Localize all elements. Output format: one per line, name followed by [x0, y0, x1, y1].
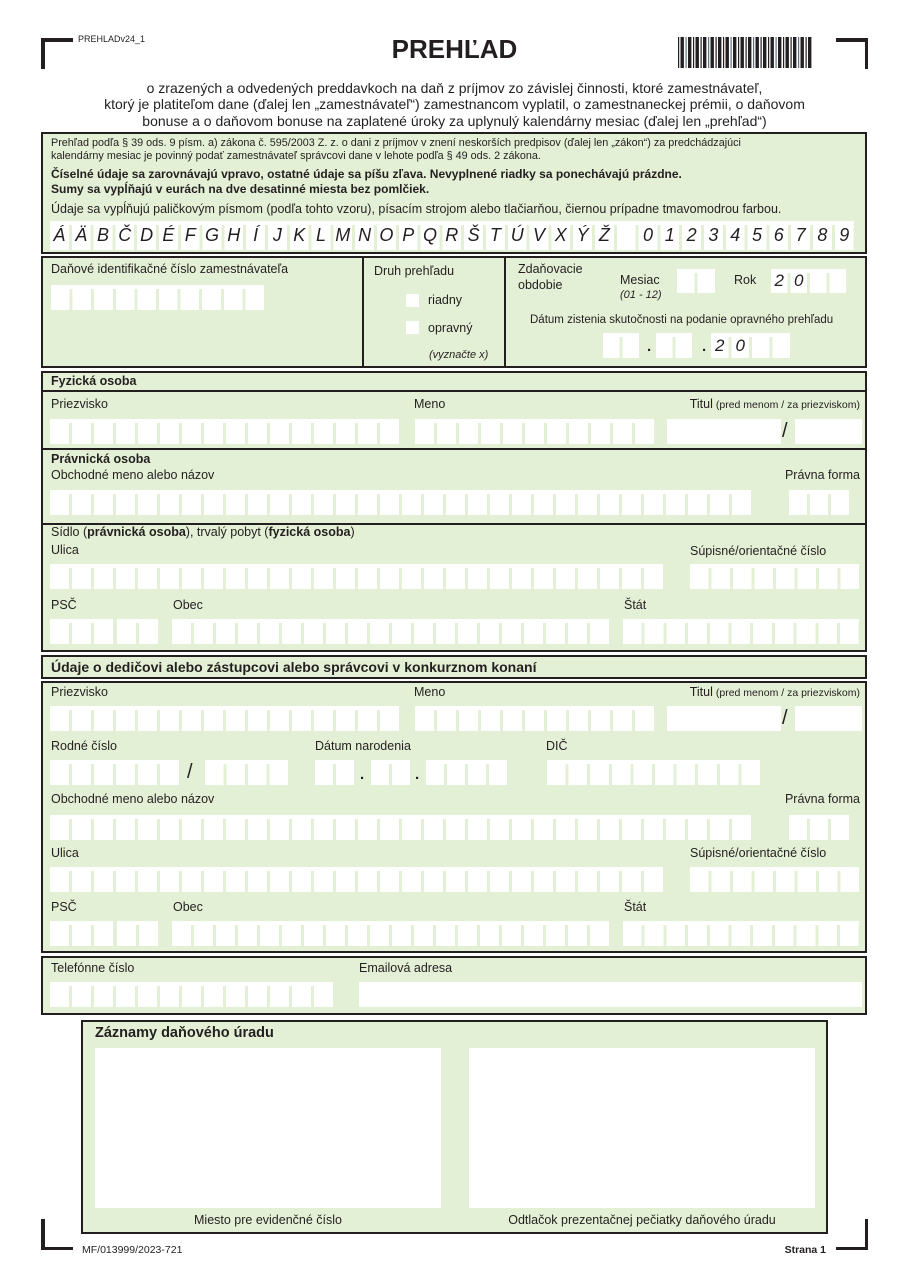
title-before-field[interactable] — [667, 419, 781, 444]
sample-char: T — [489, 225, 501, 245]
correction-day-field[interactable] — [603, 333, 639, 358]
sample-char: Š — [467, 225, 480, 245]
country-field[interactable] — [623, 619, 859, 644]
document-number: MF/013999/2023-721 — [82, 1244, 183, 1256]
barcode-bar — [738, 37, 739, 68]
zip-field-part1[interactable] — [50, 619, 113, 644]
subtitle-line: bonuse a o daňovom bonuse na zaplatené úroky za uplynulý kalendárny mesiac (ďalej len „prehľad“) — [142, 113, 767, 129]
rep-title-label — [690, 684, 860, 700]
legal-basis-line: Prehľad podľa § 39 ods. 9 písm. a) zákona č. 595/2003 Z. z. o dani z príjmov v znení neskorších predpisov (ďalej len „zákon“) za predchádzajúci — [51, 137, 741, 149]
subtitle-line: o zrazených a odvedených preddavkoch na daň z príjmov zo závislej činnosti, ktoré zamestnávateľ, — [146, 80, 763, 96]
business-name-field[interactable] — [50, 490, 751, 515]
rep-title-after-field[interactable] — [795, 706, 862, 731]
representative-heading: Údaje o dedičovi alebo zástupcovi alebo správcovi v konkurznom konaní — [51, 659, 537, 675]
tax-office-box — [81, 1020, 828, 1234]
barcode-bar — [801, 37, 804, 68]
stamp-caption: Odtlačok prezentačnej pečiatky daňového úradu — [508, 1213, 776, 1227]
instructions-box — [41, 132, 867, 254]
correction-date-label: Dátum zistenia skutočnosti na podanie opravného prehľadu — [530, 314, 834, 326]
correction-year-field[interactable] — [711, 333, 790, 358]
checkbox-opravny-label: opravný — [428, 321, 473, 335]
tax-office-heading: Záznamy daňového úradu — [95, 1025, 274, 1041]
barcode — [678, 37, 812, 68]
sample-char: D — [140, 225, 154, 245]
checkbox-opravny[interactable] — [406, 321, 419, 334]
barcode-bar — [681, 37, 684, 68]
year-prefill-digit: 2 — [774, 271, 784, 290]
corner-bar — [41, 1247, 73, 1251]
rep-legal-form-field[interactable] — [789, 815, 849, 840]
birth-date-separator: . — [360, 766, 365, 783]
rep-title-label-text: Titul — [689, 685, 713, 699]
sample-char: O — [379, 225, 394, 245]
birth-number-field-part1[interactable] — [50, 760, 179, 785]
phone-label: Telefónne číslo — [51, 961, 135, 975]
sample-char: N — [358, 225, 372, 245]
month-label: Mesiac — [620, 273, 660, 287]
corner-bar — [41, 1219, 45, 1250]
barcode-bar — [798, 37, 799, 68]
rep-country-field[interactable] — [623, 921, 859, 946]
sample-char: K — [293, 225, 306, 245]
rep-zip-field-part1[interactable] — [50, 921, 113, 946]
sample-char: G — [204, 225, 219, 245]
title-label-text: Titul — [689, 397, 713, 411]
sample-char: X — [554, 225, 567, 245]
surname-field[interactable] — [50, 419, 399, 444]
address-heading-part: fyzická osoba — [268, 525, 351, 539]
sample-char: L — [315, 225, 326, 245]
divider — [43, 390, 865, 392]
checkbox-riadny[interactable] — [406, 294, 419, 307]
phone-field[interactable] — [50, 982, 333, 1007]
sample-char: B — [96, 225, 109, 245]
rep-zip-field-part2[interactable] — [117, 921, 158, 946]
legal-form-field[interactable] — [789, 490, 849, 515]
sample-char: 7 — [795, 225, 806, 245]
rep-business-name-label: Obchodné meno alebo názov — [51, 792, 215, 806]
barcode-bar — [771, 37, 774, 68]
email-field[interactable] — [359, 982, 862, 1007]
barcode-bar — [778, 37, 781, 68]
sample-char: 2 — [686, 225, 697, 245]
rep-dic-label: DIČ — [546, 739, 568, 753]
city-label: Obec — [173, 598, 203, 612]
barcode-bar — [793, 37, 796, 68]
taxpayer-box — [41, 371, 867, 652]
barcode-bar — [703, 37, 706, 68]
barcode-bar — [791, 37, 792, 68]
birth-date-separator: . — [415, 766, 420, 783]
rep-house-number-label: Súpisné/orientačné číslo — [690, 846, 827, 860]
registration-number-caption: Miesto pre evidenčné číslo — [194, 1213, 342, 1227]
title-after-field[interactable] — [795, 419, 862, 444]
barcode-bar — [731, 37, 732, 68]
business-name-label: Obchodné meno alebo názov — [51, 468, 215, 482]
barcode-bar — [761, 37, 762, 68]
title-hint: (pred menom / za priezviskom) — [715, 399, 860, 411]
address-heading — [51, 524, 355, 540]
employer-box — [41, 256, 867, 368]
barcode-bar — [711, 37, 714, 68]
sample-char: Í — [253, 225, 259, 245]
year-field[interactable] — [771, 269, 846, 293]
barcode-bar — [806, 37, 807, 68]
sample-char: 8 — [817, 225, 828, 245]
title-separator: / — [782, 420, 788, 442]
barcode-bar — [741, 37, 744, 68]
rep-city-field[interactable] — [172, 921, 609, 946]
rep-business-name-field[interactable] — [50, 815, 751, 840]
house-number-label: Súpisné/orientačné číslo — [690, 544, 827, 558]
barcode-bar — [696, 37, 699, 68]
sample-char: M — [335, 225, 351, 245]
date-separator: . — [647, 338, 652, 355]
barcode-bar — [776, 37, 777, 68]
barcode-bar — [756, 37, 759, 68]
barcode-bar — [748, 37, 751, 68]
employer-dic-field[interactable] — [51, 285, 264, 310]
address-heading-part: ), trvalý pobyt ( — [185, 525, 269, 539]
barcode-bar — [693, 37, 694, 68]
sample-char: 5 — [751, 225, 762, 245]
tax-period-label: Zdaňovacie obdobie — [518, 262, 583, 292]
instruction-bold-line: Sumy sa vypĺňajú v eurách na dve desatinné miesta bez pomlčiek. — [51, 182, 430, 196]
zip-label: PSČ — [51, 598, 77, 612]
rep-name-field[interactable] — [415, 706, 654, 731]
employer-dic-label: Daňové identifikačné číslo zamestnávateľa — [51, 262, 289, 276]
correction-year-prefill-digit: 0 — [735, 336, 745, 355]
birth-day-field[interactable] — [315, 760, 354, 785]
checkbox-riadny-label: riadny — [428, 293, 463, 307]
sample-characters — [50, 221, 854, 250]
rep-title-separator: / — [782, 707, 788, 729]
street-field[interactable] — [50, 564, 663, 589]
divider — [504, 258, 506, 366]
legal-form-label: Právna forma — [784, 468, 860, 482]
house-number-field[interactable] — [690, 564, 859, 589]
barcode-bar — [746, 37, 747, 68]
birth-month-field[interactable] — [371, 760, 410, 785]
rep-street-field[interactable] — [50, 867, 663, 892]
name-label: Meno — [414, 397, 446, 411]
correction-year-prefill-digit: 2 — [715, 336, 725, 355]
contact-box — [41, 956, 867, 1015]
address-heading-part: právnická osoba — [87, 525, 186, 539]
sample-char: 1 — [664, 225, 675, 245]
barcode-bar — [733, 37, 736, 68]
birth-year-field[interactable] — [426, 760, 507, 785]
rep-zip-label: PSČ — [51, 900, 77, 914]
report-type-hint: (vyznačte x) — [429, 349, 489, 361]
barcode-bar — [808, 37, 811, 68]
birth-number-label: Rodné číslo — [51, 739, 118, 753]
sample-char: Á — [53, 225, 66, 245]
birth-number-field-part2[interactable] — [205, 760, 288, 785]
sample-char: F — [184, 225, 196, 245]
month-hint: (01 - 12) — [620, 289, 662, 301]
rep-city-label: Obec — [173, 900, 203, 914]
barcode-bar — [726, 37, 729, 68]
rep-street-label: Ulica — [51, 846, 79, 860]
correction-month-field[interactable] — [656, 333, 692, 358]
sample-char: Ä — [75, 225, 88, 245]
sample-char: P — [402, 225, 415, 245]
zip-field-part2[interactable] — [117, 619, 158, 644]
street-label: Ulica — [51, 543, 79, 557]
address-heading-part: ) — [350, 525, 355, 539]
sample-char: J — [272, 225, 282, 245]
barcode-bar — [678, 37, 679, 68]
date-separator: . — [702, 338, 707, 355]
barcode-bar — [686, 37, 687, 68]
rep-dic-field[interactable] — [547, 760, 760, 785]
sample-char: Ž — [598, 225, 610, 245]
rep-title-before-field[interactable] — [667, 706, 781, 731]
barcode-bar — [718, 37, 721, 68]
title-label — [690, 396, 860, 412]
city-field[interactable] — [172, 619, 609, 644]
sample-char: 9 — [839, 225, 850, 245]
barcode-bar — [783, 37, 784, 68]
address-heading-part: Sídlo ( — [51, 525, 88, 539]
year-label: Rok — [734, 273, 757, 287]
legal-person-heading: Právnická osoba — [51, 452, 151, 466]
year-prefill-digit: 0 — [794, 271, 804, 290]
barcode-bar — [768, 37, 769, 68]
rep-surname-field[interactable] — [50, 706, 399, 731]
sample-char: 3 — [708, 225, 719, 245]
representative-heading-box — [41, 655, 867, 679]
sample-char: 0 — [642, 225, 653, 245]
registration-number-area — [95, 1048, 441, 1208]
barcode-bar — [688, 37, 691, 68]
stamp-area — [469, 1048, 815, 1208]
rep-title-hint: (pred menom / za priezviskom) — [715, 687, 860, 699]
rep-surname-label: Priezvisko — [51, 685, 108, 699]
corner-bar — [865, 1219, 869, 1250]
name-field[interactable] — [415, 419, 654, 444]
sample-char: Ý — [576, 225, 589, 245]
representative-box — [41, 681, 867, 953]
barcode-bar — [723, 37, 724, 68]
page-number: Strana 1 — [784, 1244, 826, 1256]
page-title: PREHĽAD — [391, 34, 518, 64]
email-label: Emailová adresa — [359, 961, 453, 975]
sample-char: É — [162, 225, 175, 245]
month-field[interactable] — [677, 269, 715, 293]
report-type-label: Druh prehľadu — [374, 264, 455, 278]
barcode-bar — [763, 37, 766, 68]
divider — [362, 258, 364, 366]
barcode-bar — [786, 37, 789, 68]
sample-char: 4 — [730, 225, 741, 245]
legal-basis-line: kalendárny mesiac je povinný podať zamestnávateľ správcovi dane v lehote podľa § 49 ods. 2 zákona. — [51, 150, 541, 162]
divider — [43, 448, 865, 450]
rep-name-label: Meno — [414, 685, 446, 699]
sample-char: H — [227, 225, 241, 245]
instruction-bold-line: Číselné údaje sa zarovnávajú vpravo, ostatné údaje sa píšu zľava. Nevyplnené riadky sa ponechávajú prázdne. — [51, 167, 682, 181]
sample-char: R — [445, 225, 459, 245]
barcode-bar — [753, 37, 754, 68]
country-label: Štát — [624, 598, 647, 612]
rep-house-number-field[interactable] — [690, 867, 859, 892]
sample-char: Ú — [510, 225, 524, 245]
barcode-bar — [708, 37, 709, 68]
corner-bar — [836, 1247, 868, 1251]
sample-char: Č — [118, 225, 132, 245]
natural-person-heading: Fyzická osoba — [51, 374, 137, 388]
rep-legal-form-label: Právna forma — [784, 792, 860, 806]
subtitle-line: ktorý je platiteľom dane (ďalej len „zamestnávateľ“) zamestnancom vyplatil, o zamestnaneckej prémii, o daňovom — [104, 96, 805, 112]
birth-date-label: Dátum narodenia — [315, 739, 411, 753]
sample-char: 6 — [773, 225, 784, 245]
sample-char: Q — [422, 225, 437, 245]
surname-label: Priezvisko — [51, 397, 108, 411]
barcode-bar — [701, 37, 702, 68]
rep-country-label: Štát — [624, 900, 647, 914]
birth-number-separator: / — [187, 761, 193, 783]
form-code: PREHLADv24_1 — [78, 34, 146, 44]
fill-note: Údaje sa vypĺňujú paličkovým písmom (podľa tohto vzoru), písacím strojom alebo tlačiarňou, čiernou prípadne tmavomodrou farbou. — [51, 202, 782, 216]
sample-char: V — [532, 225, 545, 245]
barcode-bar — [716, 37, 717, 68]
